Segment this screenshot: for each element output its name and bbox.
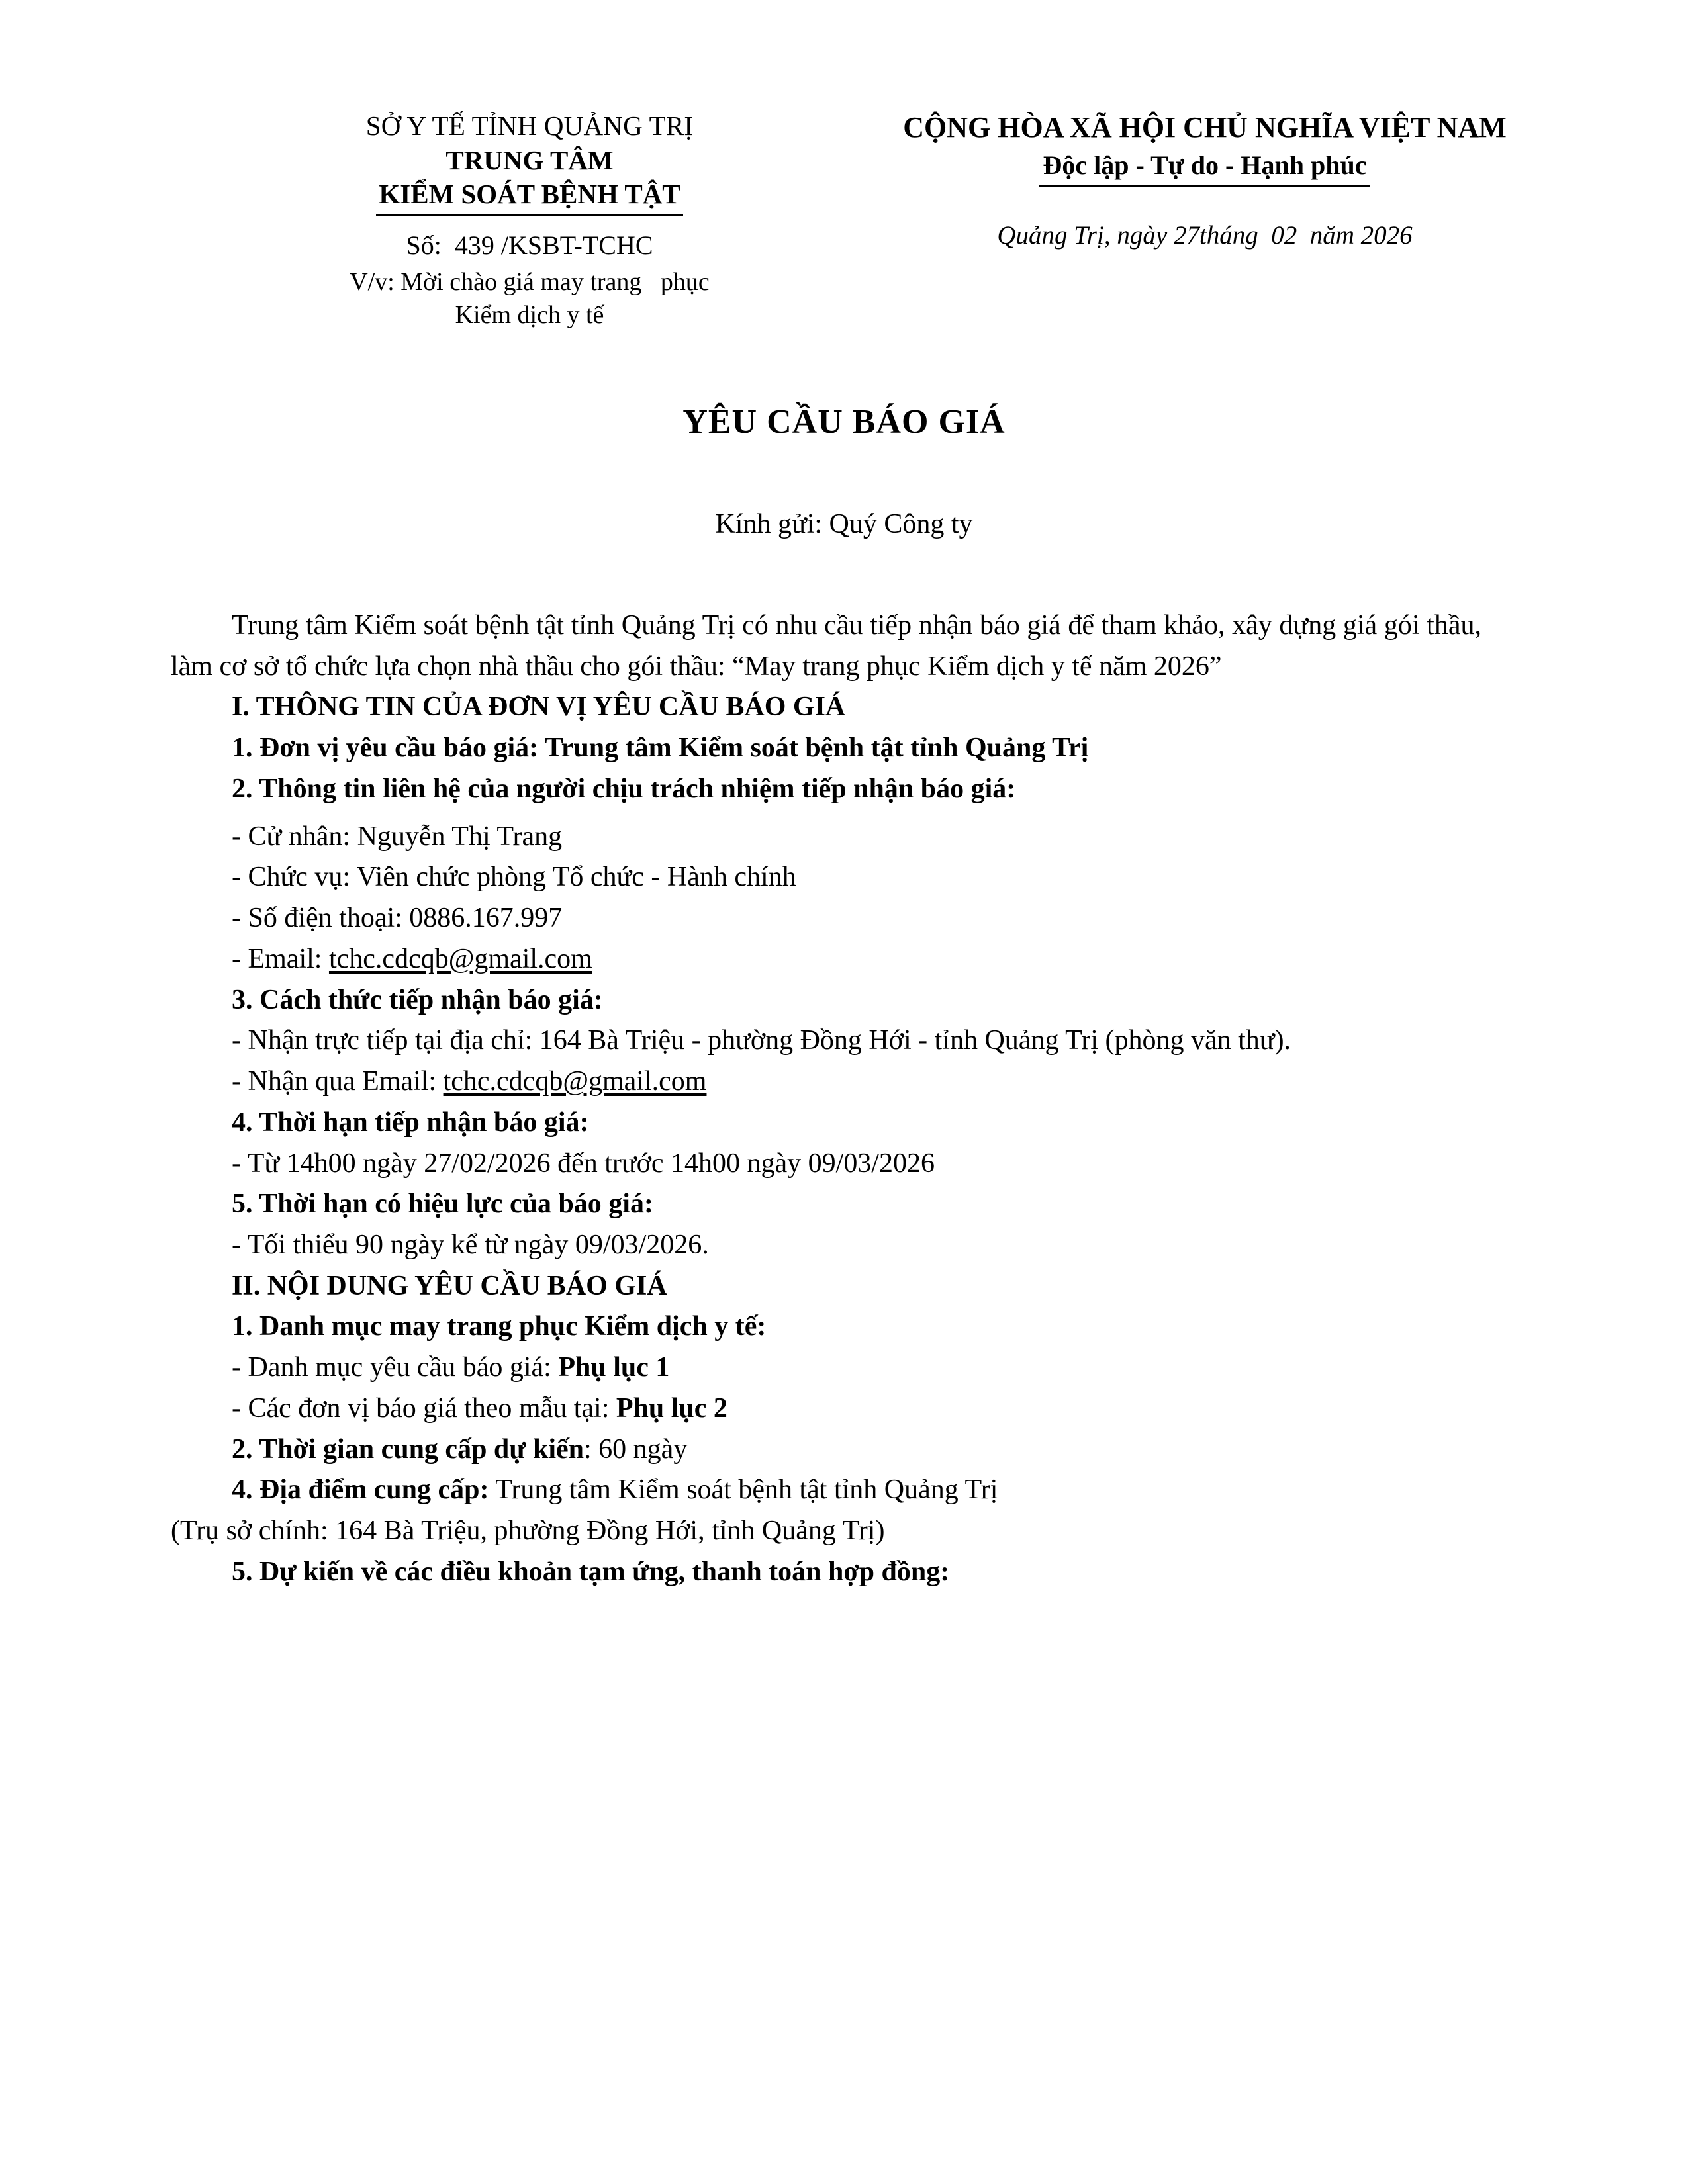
section-1-item-1-value: Trung tâm Kiểm soát bệnh tật tỉnh Quảng Trị <box>544 733 1089 764</box>
contact-email-label: - Email: <box>232 943 329 974</box>
section-2-item-4-label: 4. Địa điểm cung cấp: <box>232 1475 489 1506</box>
receive-email-link[interactable]: tchc.cdcqb@gmail.com <box>443 1066 707 1097</box>
appendix-1-label: Phụ lục 1 <box>558 1352 670 1383</box>
section-2-item-5-label: 5. Dự kiến về các điều khoản tạm ứng, thanh toán hợp đồng: <box>232 1556 950 1587</box>
contact-phone: - Số điện thoại: 0886.167.997 <box>232 903 563 934</box>
appendix-2-label: Phụ lục 2 <box>616 1392 727 1424</box>
section-2-item-2 <box>171 1430 1481 1471</box>
intro-paragraph: Trung tâm Kiểm soát bệnh tật tỉnh Quảng Trị có nhu cầu tiếp nhận báo giá để tham khảo, xây dựng giá gói thầu, làm cơ sở tổ chức lựa chọn nhà thầu cho gói thầu: “May trang phục Kiểm dịch y tế năm 2026” <box>171 610 1481 682</box>
center-name: KIỂM SOÁT BỆNH TẬT <box>376 177 682 216</box>
contact-position: - Chức vụ: Viên chức phòng Tổ chức - Hành chính <box>232 862 796 893</box>
section-2-item-2-label: 2. Thời gian cung cấp dự kiến <box>232 1433 585 1465</box>
appendix-2-prefix: - Các đơn vị báo giá theo mẫu tại: <box>232 1392 616 1424</box>
section-2-item-4-address: (Trụ sở chính: 164 Bà Triệu, phường Đồng Hới, tỉnh Quảng Trị) <box>171 1516 885 1547</box>
section-1-item-5-label: 5. Thời hạn có hiệu lực của báo giá: <box>232 1189 653 1220</box>
section-1-item-5-text: Tối thiểu 90 ngày kể từ ngày 09/03/2026. <box>241 1230 709 1261</box>
document-body <box>171 606 1481 1593</box>
national-title: CỘNG HÒA XÃ HỘI CHỦ NGHĨA VIỆT NAM <box>903 111 1507 144</box>
section-1-item-3-direct: - Nhận trực tiếp tại địa chỉ: 164 Bà Triệu - phường Đồng Hới - tỉnh Quảng Trị (phòng văn thư). <box>232 1025 1291 1056</box>
section-1-item-1-label: 1. Đơn vị yêu cầu báo giá: <box>232 733 539 764</box>
contact-name: - Cử nhân: Nguyễn Thị Trang <box>232 821 563 852</box>
contact-email-link[interactable]: tchc.cdcqb@gmail.com <box>328 943 592 974</box>
document-header <box>0 109 1688 332</box>
national-motto: Độc lập - Tự do - Hạnh phúc <box>1039 149 1371 187</box>
section-2-item-1-line-1 <box>171 1347 1481 1388</box>
document-number: Số: 439 /KSBT-TCHC <box>406 230 653 260</box>
section-1-item-3-label: 3. Cách thức tiếp nhận báo giá: <box>232 984 603 1015</box>
salutation: Kính gửi: Quý Công ty <box>715 509 973 539</box>
issuing-organization-block <box>199 109 861 332</box>
section-2-item-4-value: Trung tâm Kiểm soát bệnh tật tỉnh Quảng Trị <box>489 1475 998 1506</box>
place-and-date: Quảng Trị, ngày 27tháng 02 năm 2026 <box>997 220 1413 250</box>
appendix-1-prefix: - Danh mục yêu cầu báo giá: <box>232 1352 559 1383</box>
section-1-heading: I. THÔNG TIN CỦA ĐƠN VỊ YÊU CẦU BÁO GIÁ <box>232 692 846 723</box>
section-1-item-1 <box>171 728 1481 769</box>
receive-email-label: - Nhận qua Email: <box>232 1066 444 1097</box>
section-2-item-1-label: 1. Danh mục may trang phục Kiểm dịch y tế: <box>232 1311 767 1342</box>
section-1-item-4-value: - Từ 14h00 ngày 27/02/2026 đến trước 14h00 ngày 09/03/2026 <box>232 1148 935 1179</box>
center-label: TRUNG TÂM <box>445 144 614 175</box>
section-2-item-4 <box>171 1470 1481 1511</box>
section-2-item-2-value: : 60 ngày <box>584 1433 688 1465</box>
contact-email-row <box>171 939 1481 980</box>
section-1-item-2-label: 2. Thông tin liên hệ của người chịu trách nhiệm tiếp nhận báo giá: <box>232 773 1016 804</box>
section-1-item-4-label: 4. Thời hạn tiếp nhận báo giá: <box>232 1107 589 1138</box>
spacer <box>171 810 1481 817</box>
section-2-item-1-line-2 <box>171 1388 1481 1430</box>
section-1-item-5-value <box>171 1225 1481 1266</box>
section-2-heading: II. NỘI DUNG YÊU CẦU BÁO GIÁ <box>232 1270 667 1301</box>
department-name: SỞ Y TẾ TỈNH QUẢNG TRỊ <box>365 111 694 141</box>
page-title: YÊU CẦU BÁO GIÁ <box>682 403 1006 441</box>
document-subject-line-2: Kiểm dịch y tế <box>455 301 604 330</box>
section-1-item-3-email-row <box>171 1062 1481 1103</box>
section-1-item-5-dash: - <box>232 1230 241 1261</box>
national-heading-block <box>861 109 1688 250</box>
document-subject-line-1: V/v: Mời chào giá may trang phục <box>350 267 710 296</box>
